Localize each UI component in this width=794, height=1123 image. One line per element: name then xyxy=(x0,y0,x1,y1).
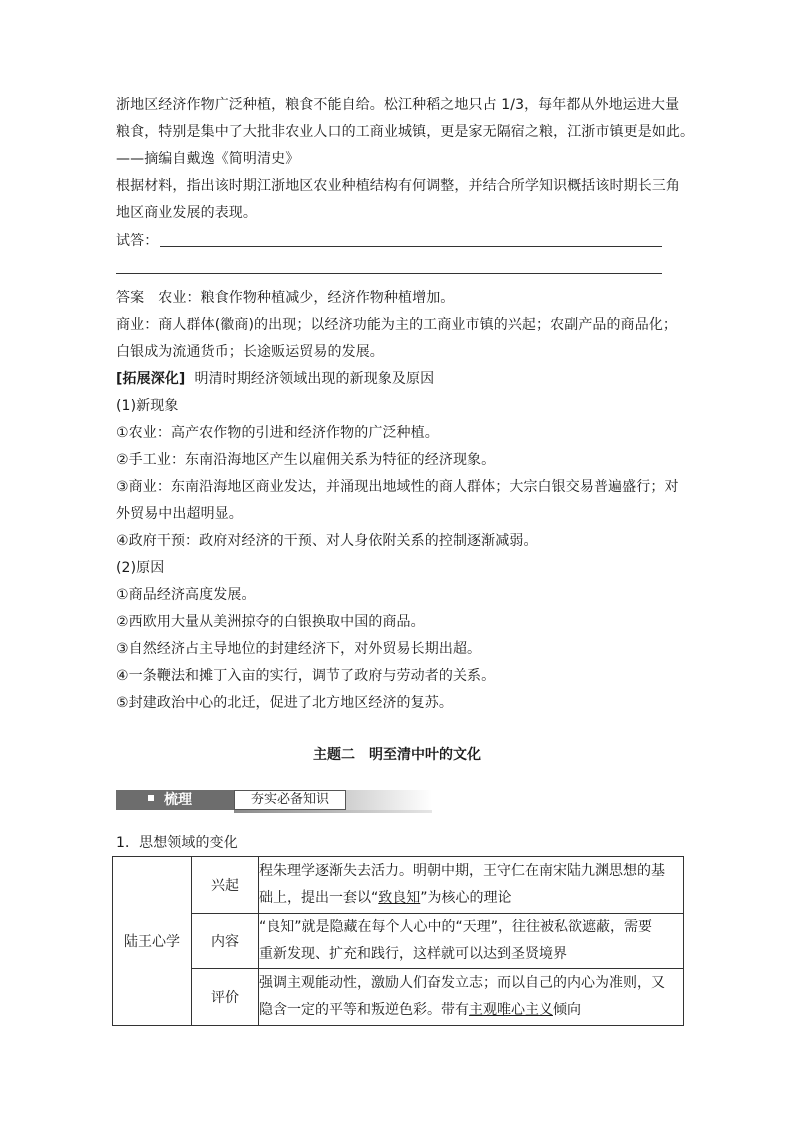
text-line: “良知”就是隐藏在每个人心中的“天理”，往往被私欲遮蔽，需要 xyxy=(259,919,653,935)
banner-rule xyxy=(234,810,432,813)
text-line: 强调主观能动性，激励人们奋发立志；而以自己的内心为准则，又 xyxy=(259,975,665,991)
extension-line-9: ②西欧用大量从美洲掠夺的白银换取中国的商品。 xyxy=(116,614,425,630)
table-row xyxy=(113,857,684,914)
extension-line-4: ③商业：东南沿海地区商业发达，并涌现出地域性的商人群体；大宗白银交易普遍盛行；对 xyxy=(116,479,679,495)
text-line: 重新发现、扩充和践行，这样就可以达到圣贤境界 xyxy=(259,946,567,962)
text-segment: 隐含一定的平等和叛逆色彩。带有 xyxy=(259,1002,469,1018)
material-source: ——摘编自戴逸《简明清史》 xyxy=(116,151,300,167)
extension-line-11: ④一条鞭法和摊丁入亩的实行，调节了政府与劳动者的关系。 xyxy=(116,668,496,684)
row-label-content: 内容 xyxy=(192,914,259,969)
text-line xyxy=(259,997,683,1024)
banner-label-box xyxy=(116,790,234,810)
material-line-1: 浙地区经济作物广泛种植，粮食不能自给。松江种稻之地只占 1/3，每年都从外地运进大量 xyxy=(116,97,680,113)
extension-line-3: ②手工业：东南沿海地区产生以雇佣关系为特征的经济现象。 xyxy=(116,452,496,468)
table-main-cell: 陆王心学 xyxy=(113,857,192,1026)
banner-sub: 夯实必备知识 xyxy=(234,790,346,810)
subheading: 1．思想领域的变化 xyxy=(116,835,238,851)
extension-line-12: ⑤封建政治中心的北迁，促进了北方地区经济的复苏。 xyxy=(116,695,453,711)
underlined-term: 主观唯心主义 xyxy=(469,1002,553,1018)
text-segment: 倾向 xyxy=(553,1002,581,1018)
answer-line-2: 商业：商人群体(徽商)的出现；以经济功能为主的工商业市镇的兴起；农副产品的商品化； xyxy=(116,317,678,333)
banner-fade xyxy=(346,790,432,810)
text-line: 程朱理学逐渐失去活力。明朝中期，王守仁在南宋陆九渊思想的基 xyxy=(259,863,665,879)
row-text-eval xyxy=(259,969,684,1026)
knowledge-table xyxy=(112,856,684,1026)
extension-tag: [拓展深化] xyxy=(116,371,186,387)
extension-line-6: ④政府干预：政府对经济的干预、对人身依附关系的控制逐渐减弱。 xyxy=(116,533,538,549)
row-label-eval: 评价 xyxy=(192,969,259,1026)
text-segment: ”为核心的理论 xyxy=(420,890,512,906)
underlined-term: 致良知 xyxy=(378,890,421,906)
question-line-2: 地区商业发展的表现。 xyxy=(116,205,257,221)
square-bullet-icon xyxy=(148,795,154,801)
table-row xyxy=(113,914,684,969)
extension-heading xyxy=(116,370,434,388)
section-title: 主题二 明至清中叶的文化 xyxy=(313,747,481,763)
extension-line-1: (1)新现象 xyxy=(116,398,179,414)
table-row xyxy=(113,969,684,1026)
answer-line-3: 白银成为流通货币；长途贩运贸易的发展。 xyxy=(116,344,384,360)
text-line xyxy=(259,885,683,912)
row-label-rise: 兴起 xyxy=(192,857,259,914)
answer-label: 试答： xyxy=(116,233,159,249)
row-text-rise xyxy=(259,857,684,914)
extension-title: 明清时期经济领域出现的新现象及原因 xyxy=(194,371,435,387)
extension-line-2: ①农业：高产农作物的引进和经济作物的广泛种植。 xyxy=(116,425,439,441)
answer-blank-line-2[interactable] xyxy=(116,273,662,274)
text-segment: 础上，提出一套以“ xyxy=(259,890,379,906)
section-banner xyxy=(116,790,432,812)
extension-line-10: ③自然经济占主导地位的封建经济下，对外贸易长期出超。 xyxy=(116,641,482,657)
extension-line-5: 外贸易中出超明显。 xyxy=(116,506,243,522)
banner-label: 梳理 xyxy=(164,792,192,808)
answer-line-1: 答案 农业：粮食作物种植减少，经济作物种植增加。 xyxy=(116,290,455,306)
question-line-1: 根据材料，指出该时期江浙地区农业种植结构有何调整，并结合所学知识概括该时期长三角 xyxy=(116,178,680,194)
answer-blank-line-1[interactable] xyxy=(160,246,662,247)
row-text-content xyxy=(259,914,684,969)
extension-line-7: (2)原因 xyxy=(116,560,165,576)
extension-line-8: ①商品经济高度发展。 xyxy=(116,587,256,603)
material-line-2: 粮食，特别是集中了大批非农业人口的工商业城镇，更是家无隔宿之粮，江浙市镇更是如此。 xyxy=(116,124,695,140)
